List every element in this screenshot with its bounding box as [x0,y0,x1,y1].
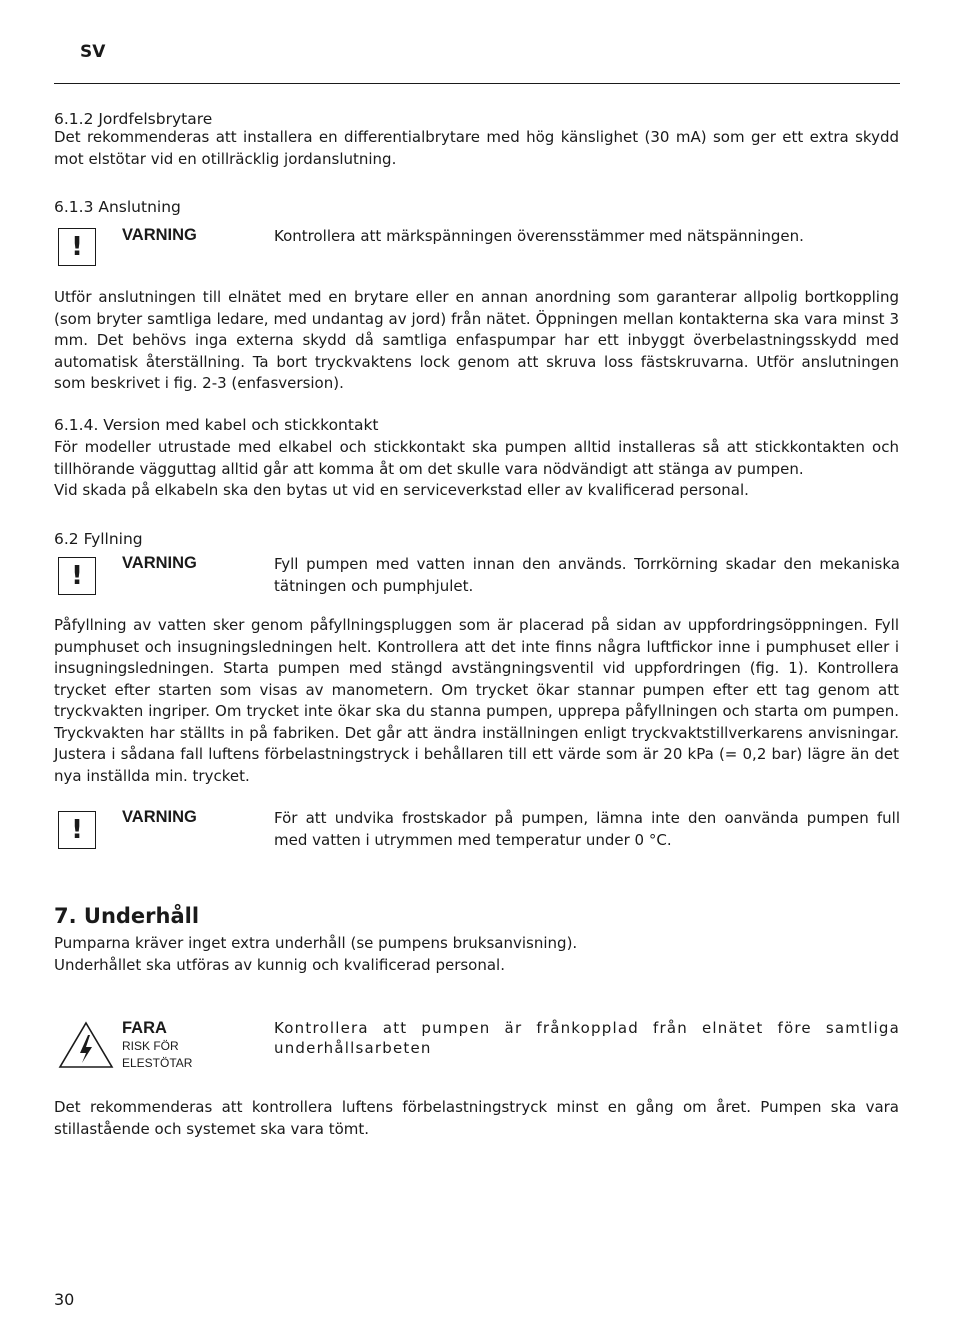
paragraph-6-2: Påfyllning av vatten sker genom påfyllningspluggen som är placerad på sidan av uppfordringsöppningen. Fyll pumphuset och insugningsledningen helt. Kontrollera att det inte finns några luftfickor inne i pumphuset eller i insugningsledningen. Starta pumpen med stängd avstängningsventil vid uppfordringen (fig. 1). Kontrollera trycket efter starten som visas av manometern. Om trycket ökar stannar pumpen efter ett tag genom att tryckvakten ingriper. Om trycket inte ökar ska du stanna pumpen, upprepa påfyllningen och starta om pumpen. Tryckvakten har ställts in på fabriken. Det går att ändra inställningen enligt tryckvaktstillverkarens anvisningar. Justera i sådana fall luftens förbelastningstryck i behållaren till ett värde som är 20 kPa (= 0,2 bar) lägre än det nya inställda min. trycket. [54,616,899,785]
warning-text: Kontrollera att märkspänningen överensstämmer med nätspänningen. [274,227,804,245]
danger-sublabel-1: RISK FÖR [122,1039,179,1053]
paragraph-6-1-4 [54,437,899,502]
warning-text: För att undvika frostskador på pumpen, lämna inte den oanvända pumpen full med vatten i utrymmen med temperatur under 0 °C. [274,809,900,849]
warning-label: VARNING [122,226,197,244]
paragraph-7 [54,933,899,976]
exclamation-icon: ! [58,811,96,849]
paragraph-7-line-2: Underhållet ska utföras av kunnig och kvalificerad personal. [54,955,505,974]
paragraph-6-1-4-line-1: För modeller utrustade med elkabel och stickkontakt ska pumpen alltid installeras så att stickkontakten och tillhörande vägguttag alltid går att komma åt om det skulle vara nödvändigt att stänga av pumpen. [54,438,899,478]
warning-text: Fyll pumpen med vatten innan den används. Torrkörning skadar den mekaniska tätningen och pumphjulet. [274,555,900,595]
danger-sublabel-2: ELESTÖTAR [122,1056,193,1070]
paragraph-7-line-1: Pumparna kräver inget extra underhåll (se pumpens bruksanvisning). [54,934,578,952]
danger-label: FARA [122,1019,167,1037]
paragraph-6-1-2: Det rekommenderas att installera en differentialbrytare med hög känslighet (30 mA) som ger ett extra skydd mot elstötar vid en otillräcklig jordanslutning. [54,128,899,168]
section-heading-6-1-3: 6.1.3 Anslutning [54,198,181,216]
language-code: SV [80,42,106,62]
section-heading-6-1-2: 6.1.2 Jordfelsbrytare [54,110,213,128]
chapter-heading: 7. Underhåll [54,904,200,928]
exclamation-icon: ! [58,557,96,595]
lightning-triangle-icon [58,1021,114,1069]
danger-text: Kontrollera att pumpen är frånkopplad från elnätet före samtliga underhållsarbeten [274,1019,900,1057]
section-heading-6-1-4: 6.1.4. Version med kabel och stickkontakt [54,416,379,434]
warning-label: VARNING [122,554,197,572]
paragraph-6-1-3: Utför anslutningen till elnätet med en brytare eller en annan anordning som garanterar allpolig bortkoppling (som bryter samtliga ledare, med undantag av jord) från nätet. Öppningen mellan kontakterna ska vara minst 3 mm. Det behövs inga externa skydd då samtliga enfaspumpar har ett inbyggt överbelastningsskydd med automatisk återställning. Ta bort tryckvaktens lock genom att skruva loss fästskruvarna. Utför anslutningen som beskrivet i fig. 2-3 (enfasversion). [54,288,899,392]
paragraph-6-1-4-line-2: Vid skada på elkabeln ska den bytas ut vid en serviceverkstad eller av kvalificerad personal. [54,481,749,499]
page-number: 30 [54,1290,75,1309]
section-heading-6-2: 6.2 Fyllning [54,530,143,548]
header-divider [54,83,900,84]
warning-label: VARNING [122,808,197,826]
exclamation-icon: ! [58,228,96,266]
paragraph-7-maintenance: Det rekommenderas att kontrollera luftens förbelastningstryck minst en gång om året. Pumpen ska vara stillastående och systemet ska vara tömt. [54,1098,899,1138]
